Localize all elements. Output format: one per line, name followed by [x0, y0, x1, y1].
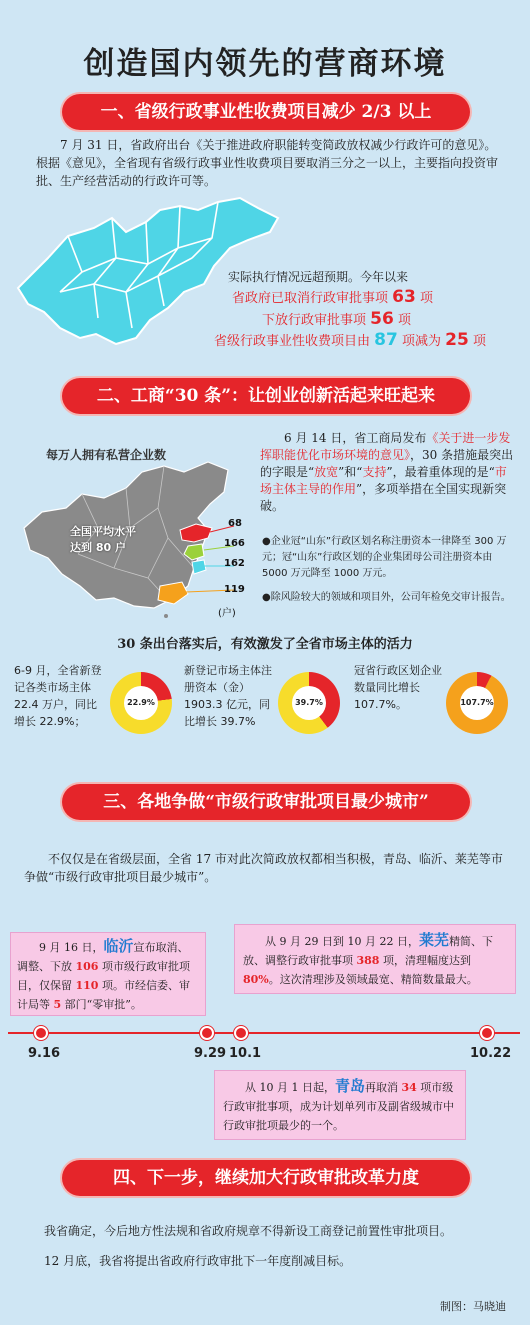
- s2-stat3-donut: [446, 672, 508, 734]
- s2-map-value-jiangsu: 166: [224, 538, 245, 549]
- s2-subtitle: 30 条出台落实后，有效激发了全省市场主体的活力: [117, 637, 413, 652]
- s1-cancel-unit: 项: [419, 291, 433, 306]
- s3-qingdao-box: [214, 1070, 466, 1140]
- s1-delegate-unit: 项: [397, 313, 411, 328]
- s2-para-e: ”，多项举措在全国实现新突破。: [260, 482, 507, 513]
- s3-box3-c: 项市级行政审批事项，成为计划单列市及副省级城市中行政审批项最少的一个。: [223, 1081, 454, 1132]
- s3-box2-city: 莱芜: [418, 931, 449, 949]
- credit: 制图：马晓迪: [440, 1300, 506, 1313]
- s3-box2-d: 。这次清理涉及领域最宽、精简数量最大。: [268, 973, 478, 986]
- s2-bullet2: ●除风险较大的领域和项目外，公司年检免交审计报告。: [262, 592, 511, 603]
- s1-fee-label: 省级行政事业性收费项目由: [214, 334, 371, 349]
- s2-stat3-pct: 107.7%: [460, 686, 494, 720]
- s3-box1-n1: 106: [75, 960, 99, 973]
- s3-box3-b: 再取消: [365, 1081, 402, 1094]
- s2-stat1-donut: [110, 672, 172, 734]
- s2-para-doc: 《关于进一步发挥职能优化市场环境的意见》: [260, 431, 511, 462]
- s2-para-b: ，30 条措施最突出的字眼是“: [260, 448, 514, 479]
- s2-map-caption: 每万人拥有私营企业数: [46, 448, 167, 462]
- s1-cancel-count: 63: [392, 287, 416, 307]
- s3-timeline-line: [8, 1032, 520, 1034]
- s2-para-date: 6 月 14 日，省工商局发布: [284, 431, 427, 445]
- s3-box1-n2: 110: [75, 979, 99, 992]
- s2-map-value-shandong: 68: [228, 518, 242, 529]
- section2-banner: 二、工商“30 条”：让创业创新活起来旺起来: [62, 378, 470, 414]
- s1-fee-mid: 项减为: [401, 334, 441, 349]
- s3-box3-city: 青岛: [334, 1077, 365, 1095]
- s3-timeline-dot: [234, 1026, 248, 1040]
- s3-box1-b: 宣布取消、调整、下放: [17, 941, 189, 973]
- s3-box2-n2: 80%: [243, 973, 269, 986]
- s2-map-average: 全国平均水平达到 80 户: [70, 525, 136, 554]
- s2-map-value-guangdong: 119: [224, 584, 245, 595]
- s3-date-label: 9.29: [194, 1046, 227, 1061]
- s1-fee-unit: 项: [472, 334, 486, 349]
- s3-box2-date: 从 9 月 29 日到 10 月 22 日，: [265, 935, 419, 948]
- s2-para-keyword3: 市场主体主导的作用: [260, 465, 507, 496]
- s3-box1-n3: 5: [53, 998, 62, 1011]
- s2-para-keyword1: 放宽: [314, 465, 339, 479]
- s3-box1-date: 9 月 16 日，: [39, 941, 104, 954]
- s3-timeline-dot: [34, 1026, 48, 1040]
- s2-bullet1: ●企业冠“山东”行政区划名称注册资本一律降至 300 万元；冠“山东”行政区划的企业集团母公司注册资本由 5000 万元降至 1000 万元。: [262, 536, 507, 579]
- s3-box3-date: 从 10 月 1 日起，: [245, 1081, 335, 1094]
- s2-map-unit: (户): [218, 608, 236, 619]
- section4-banner: 四、下一步，继续加大行政审批改革力度: [62, 1160, 470, 1196]
- s2-stat2-text: 新登记市场主体注册资本（金）1903.3 亿元，同比增长 39.7%: [184, 664, 272, 728]
- s3-date-label: 10.1: [229, 1046, 262, 1061]
- section1-paragraph: 7 月 31 日，省政府出台《关于推进政府职能转变简政放权减少行政许可的意见》。根据《意见》，全省现有省级行政事业性收费项目要取消三分之一以上，主要指向投资审批、生产经营活动的行政许可等。: [36, 138, 499, 188]
- s3-date-label: 10.22: [470, 1046, 512, 1061]
- s2-paragraph: [260, 430, 514, 515]
- s3-box1-c: 项市级行政审批项目，仅保留: [17, 960, 190, 992]
- s3-box1-d: 项。市经信委、审计局等: [17, 979, 190, 1011]
- s1-delegate-count: 56: [370, 309, 394, 329]
- s3-box2-n1: 388: [356, 954, 380, 967]
- s1-delegate-label: 下放行政审批事项: [262, 313, 367, 328]
- s2-stat3-text: 冠省行政区划企业数量同比增长 107.7%。: [354, 664, 442, 711]
- s3-timeline-dot: [480, 1026, 494, 1040]
- s2-para-c: ”和“: [338, 465, 363, 479]
- s2-map-value-zhejiang: 162: [224, 558, 245, 569]
- s3-box3-n1: 34: [401, 1081, 417, 1094]
- s3-laiwu-box: [234, 924, 516, 994]
- s2-stat1-text: 6-9 月，全省新登记各类市场主体 22.4 万户，同比增长 22.9%；: [14, 664, 102, 728]
- s3-box2-c: 项，清理幅度达到: [379, 954, 471, 967]
- s1-fee-after: 25: [445, 330, 469, 350]
- s1-cancel-label: 省政府已取消行政审批事项: [232, 291, 389, 306]
- s4-paragraph1: 我省确定，今后地方性法规和省政府规章不得新设工商登记前置性审批项目。: [44, 1224, 453, 1238]
- s3-box1-city: 临沂: [103, 937, 134, 955]
- s2-para-keyword2: 支持: [362, 465, 387, 479]
- section3-banner: 三、各地争做“市级行政审批项目最少城市”: [62, 784, 470, 820]
- s1-fee-before: 87: [374, 330, 398, 350]
- s3-paragraph: 不仅仅是在省级层面，全省 17 市对此次简政放权都相当积极，青岛、临沂、莱芜等市争做“市级行政审批项目最少城市”。: [24, 852, 503, 884]
- s3-date-label: 9.16: [28, 1046, 61, 1061]
- s2-stat2-donut: [278, 672, 340, 734]
- page-title: 创造国内领先的营商环境: [83, 46, 447, 82]
- s3-timeline-dot: [200, 1026, 214, 1040]
- s4-paragraph2: 12 月底，我省将提出省政府行政审批下一年度削减目标。: [44, 1254, 352, 1268]
- s3-box1-e: 部门“零审批”。: [61, 998, 142, 1011]
- s2-para-d: ”，最着重体现的是“: [386, 465, 495, 479]
- s2-stat2-pct: 39.7%: [292, 686, 326, 720]
- s1-summary-line1: 实际执行情况远超预期。今年以来: [228, 270, 409, 284]
- s3-box2-b: 精简、下放、调整行政审批事项: [243, 935, 493, 967]
- section1-banner: 一、省级行政事业性收费项目减少 2/3 以上: [62, 94, 470, 130]
- s2-stat1-pct: 22.9%: [124, 686, 158, 720]
- s3-linyi-box: [10, 932, 206, 1016]
